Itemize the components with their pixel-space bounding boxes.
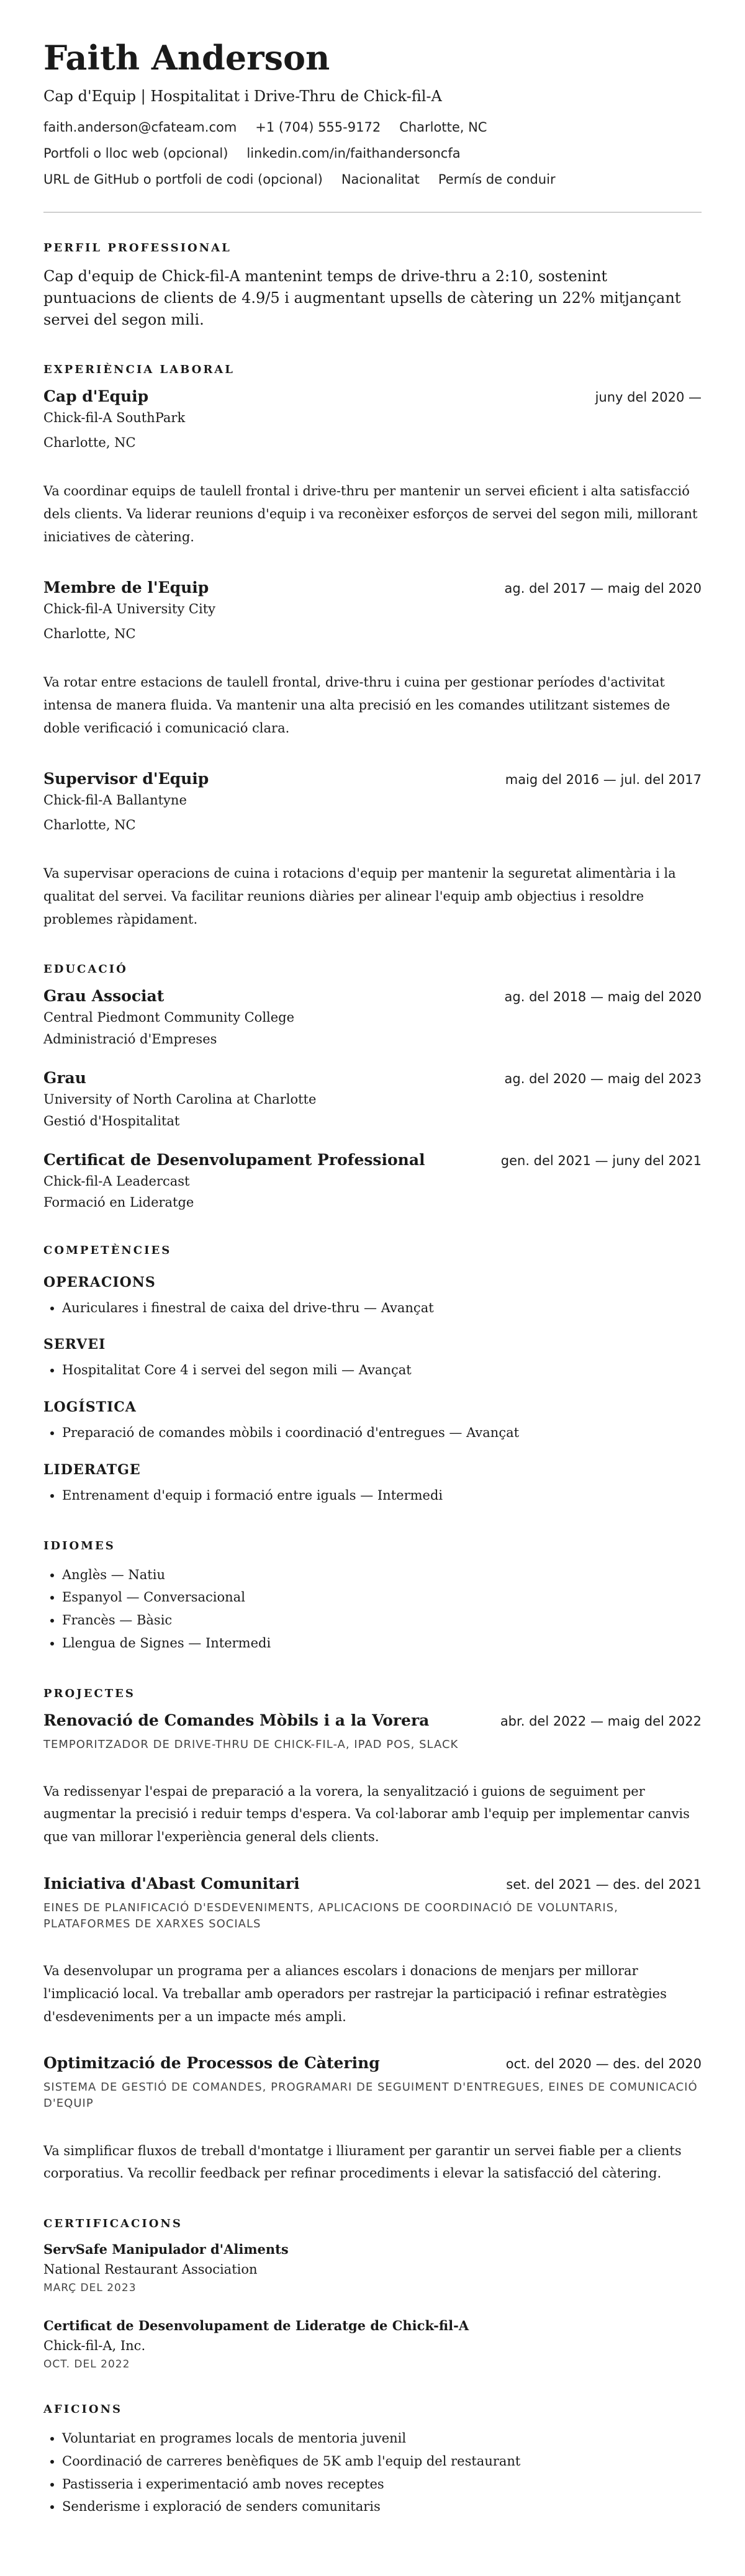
- section-title: PROJECTES: [43, 1687, 135, 1700]
- skill-category: SERVEI: [43, 1336, 106, 1353]
- education-degree: Grau: [43, 1069, 86, 1088]
- skills-section: [43, 1244, 702, 1507]
- skill-list: [43, 1421, 702, 1444]
- project-date: oct. del 2020 — des. del 2020: [505, 2056, 702, 2072]
- hobby-item: • Pastisseria i experimentació amb noves receptes: [62, 2473, 702, 2496]
- skill-category: LOGÍSTICA: [43, 1399, 137, 1416]
- education-entry: [43, 1069, 702, 1130]
- projects-section: [43, 1687, 702, 2185]
- project-date: abr. del 2022 — maig del 2022: [500, 1713, 702, 1729]
- skill-item: • Auriculares i finestral de caixa del drive-thru — Avançat: [62, 1297, 702, 1320]
- summary-text: Cap d'equip de Chick-fil-A mantenint temps de drive-thru a 2:10, sostenint puntuacions de clients de 4.9/5 i augmentant upsells de càtering un 22% mitjançant servei del segon mili.: [43, 268, 681, 328]
- certification-date: OCT. DEL 2022: [43, 2358, 130, 2371]
- skill-list: [43, 1359, 702, 1382]
- job-role: Supervisor d'Equip: [43, 769, 209, 788]
- candidate-headline: Cap d'Equip | Hospitalitat i Drive-Thru de Chick-fil-A: [43, 88, 442, 106]
- project-description: Va desenvolupar un programa per a aliances escolars i donacions de menjars per millorar l'implicació local. Va treballar amb operadors per rastrejar la participació i refinar estratègies d'esdeveniments per a un impacte més ampli.: [43, 1963, 667, 2024]
- skill-list: [43, 1484, 702, 1507]
- job-date: ag. del 2017 — maig del 2020: [504, 580, 702, 596]
- contact-row-extra: [43, 172, 702, 187]
- project-entry: [43, 1711, 702, 1849]
- job-description: Va rotar entre estacions de taulell frontal, drive-thru i cuina per gestionar períodes d'activitat intensa de manera fluida. Va mantenir una alta precisió en les comandes utilitzant sistemes de doble verificació i comunicació clara.: [43, 675, 670, 736]
- education-field: Gestió d'Hospitalitat: [43, 1113, 180, 1128]
- contact-nationality: Nacionalitat: [341, 172, 420, 187]
- job-entry: [43, 579, 702, 740]
- job-date: juny del 2020 —: [595, 389, 702, 405]
- section-title: PERFIL PROFESSIONAL: [43, 241, 232, 255]
- job-entry: [43, 387, 702, 549]
- project-tech: EINES DE PLANIFICACIÓ D'ESDEVENIMENTS, APLICACIONS DE COORDINACIÓ DE VOLUNTARIS, PLATAFORMES DE XARXES SOCIALS: [43, 1901, 618, 1930]
- resume-header: [43, 38, 702, 187]
- job-company: Chick-fil-A University City: [43, 601, 216, 616]
- hobby-list: [43, 2427, 702, 2518]
- education-school: Chick-fil-A Leadercast: [43, 1173, 190, 1189]
- job-location: Charlotte, NC: [43, 435, 136, 451]
- section-title: CERTIFICACIONS: [43, 2217, 183, 2231]
- project-entry: [43, 2054, 702, 2185]
- contact-linkedin[interactable]: linkedin.com/in/faithandersoncfa: [246, 146, 461, 161]
- skill-category: OPERACIONS: [43, 1274, 156, 1290]
- certification-issuer: Chick-fil-A, Inc.: [43, 2338, 146, 2354]
- education-date: ag. del 2020 — maig del 2023: [504, 1071, 702, 1087]
- section-title: IDIOMES: [43, 1539, 115, 1552]
- candidate-name: Faith Anderson: [43, 38, 330, 78]
- job-location: Charlotte, NC: [43, 817, 136, 832]
- section-title: EDUCACIÓ: [43, 963, 128, 976]
- skill-item: • Entrenament d'equip i formació entre iguals — Intermedi: [62, 1484, 702, 1507]
- education-date: gen. del 2021 — juny del 2021: [500, 1153, 702, 1168]
- language-item: • Anglès — Natiu: [62, 1564, 702, 1587]
- contact-portfolio[interactable]: Portfoli o lloc web (opcional): [43, 146, 228, 161]
- education-field: Administració d'Empreses: [43, 1031, 217, 1047]
- hobby-item: • Coordinació de carreres benèfiques de 5K amb l'equip del restaurant: [62, 2450, 702, 2473]
- language-list: [43, 1564, 702, 1655]
- language-item: • Espanyol — Conversacional: [62, 1586, 702, 1609]
- contact-phone[interactable]: +1 (704) 555-9172: [255, 120, 381, 135]
- skill-item: • Hospitalitat Core 4 i servei del segon mili — Avançat: [62, 1359, 702, 1382]
- job-role: Membre de l'Equip: [43, 578, 209, 597]
- education-degree: Certificat de Desenvolupament Professional: [43, 1150, 425, 1169]
- education-date: ag. del 2018 — maig del 2020: [504, 989, 702, 1005]
- project-tech: TEMPORITZADOR DE DRIVE-THRU DE CHICK-FIL-A, IPAD POS, SLACK: [43, 1737, 459, 1751]
- job-description: Va coordinar equips de taulell frontal i drive-thru per mantenir un servei eficient i alta satisfacció dels clients. Va liderar reunions d'equip i va reconèixer esforços de servei del segon mili, millorant iniciatives de càtering.: [43, 484, 698, 544]
- education-degree: Grau Associat: [43, 987, 165, 1006]
- language-item: • Llengua de Signes — Intermedi: [62, 1632, 702, 1655]
- certification-issuer: National Restaurant Association: [43, 2262, 258, 2277]
- project-entry: [43, 1875, 702, 2028]
- job-company: Chick-fil-A SouthPark: [43, 410, 186, 425]
- contact-row-links: [43, 146, 702, 161]
- project-name: Iniciativa d'Abast Comunitari: [43, 1874, 300, 1893]
- contact-location: Charlotte, NC: [399, 120, 487, 135]
- job-description: Va supervisar operacions de cuina i rotacions d'equip per mantenir la seguretat alimentària i la qualitat del servei. Va facilitar reunions diàries per alinear l'equip amb objectius i resoldre problemes ràpidament.: [43, 866, 676, 927]
- education-entry: [43, 1151, 702, 1212]
- contact-github[interactable]: URL de GitHub o portfoli de codi (opcional): [43, 172, 323, 187]
- section-title: EXPERIÈNCIA LABORAL: [43, 363, 235, 376]
- education-school: University of North Carolina at Charlotte: [43, 1092, 317, 1107]
- header-divider: [43, 212, 702, 213]
- certification-name: ServSafe Manipulador d'Aliments: [43, 2241, 289, 2258]
- education-entry: [43, 987, 702, 1048]
- education-section: [43, 963, 702, 1211]
- certifications-section: [43, 2217, 702, 2371]
- certification-entry: [43, 2318, 702, 2371]
- job-date: maig del 2016 — jul. del 2017: [505, 772, 702, 787]
- project-date: set. del 2021 — des. del 2021: [506, 1876, 702, 1892]
- summary-section: [43, 241, 702, 330]
- section-title: AFICIONS: [43, 2403, 123, 2416]
- experience-section: [43, 363, 702, 931]
- project-name: Renovació de Comandes Mòbils i a la Vorera: [43, 1711, 430, 1729]
- certification-entry: [43, 2241, 702, 2294]
- job-location: Charlotte, NC: [43, 626, 136, 641]
- hobby-item: • Senderisme i exploració de senders comunitaris: [62, 2495, 702, 2518]
- job-company: Chick-fil-A Ballantyne: [43, 792, 187, 808]
- contact-license: Permís de conduir: [438, 172, 556, 187]
- language-item: • Francès — Bàsic: [62, 1609, 702, 1632]
- project-description: Va redissenyar l'espai de preparació a la vorera, la senyalització i guions de seguiment per augmentar la precisió i reduir temps d'espera. Va col·laborar amb l'equip per implementar canvis que van millorar l'experiència general dels clients.: [43, 1783, 690, 1845]
- contact-email[interactable]: faith.anderson@cfateam.com: [43, 120, 237, 135]
- hobby-item: • Voluntariat en programes locals de mentoria juvenil: [62, 2427, 702, 2450]
- section-title: COMPETÈNCIES: [43, 1243, 172, 1257]
- certification-date: MARÇ DEL 2023: [43, 2282, 137, 2295]
- job-entry: [43, 770, 702, 931]
- project-description: Va simplificar fluxos de treball d'montatge i lliurament per garantir un servei fiable per a clients corporatius. Va recollir feedback per refinar procediments i elevar la satisfacció del càtering.: [43, 2143, 682, 2181]
- job-role: Cap d'Equip: [43, 387, 149, 405]
- contact-row-primary: [43, 120, 702, 135]
- project-tech: SISTEMA DE GESTIÓ DE COMANDES, PROGRAMARI DE SEGUIMENT D'ENTREGUES, EINES DE COMUNICACIÓ D'EQUIP: [43, 2081, 698, 2110]
- skill-item: • Preparació de comandes mòbils i coordinació d'entregues — Avançat: [62, 1421, 702, 1444]
- education-school: Central Piedmont Community College: [43, 1010, 295, 1025]
- languages-section: [43, 1539, 702, 1655]
- hobbies-section: [43, 2403, 702, 2518]
- skill-category: LIDERATGE: [43, 1461, 141, 1478]
- project-name: Optimització de Processos de Càtering: [43, 2054, 380, 2073]
- education-field: Formació en Lideratge: [43, 1195, 194, 1210]
- skill-list: [43, 1297, 702, 1320]
- certification-name: Certificat de Desenvolupament de Lideratge de Chick-fil-A: [43, 2318, 469, 2334]
